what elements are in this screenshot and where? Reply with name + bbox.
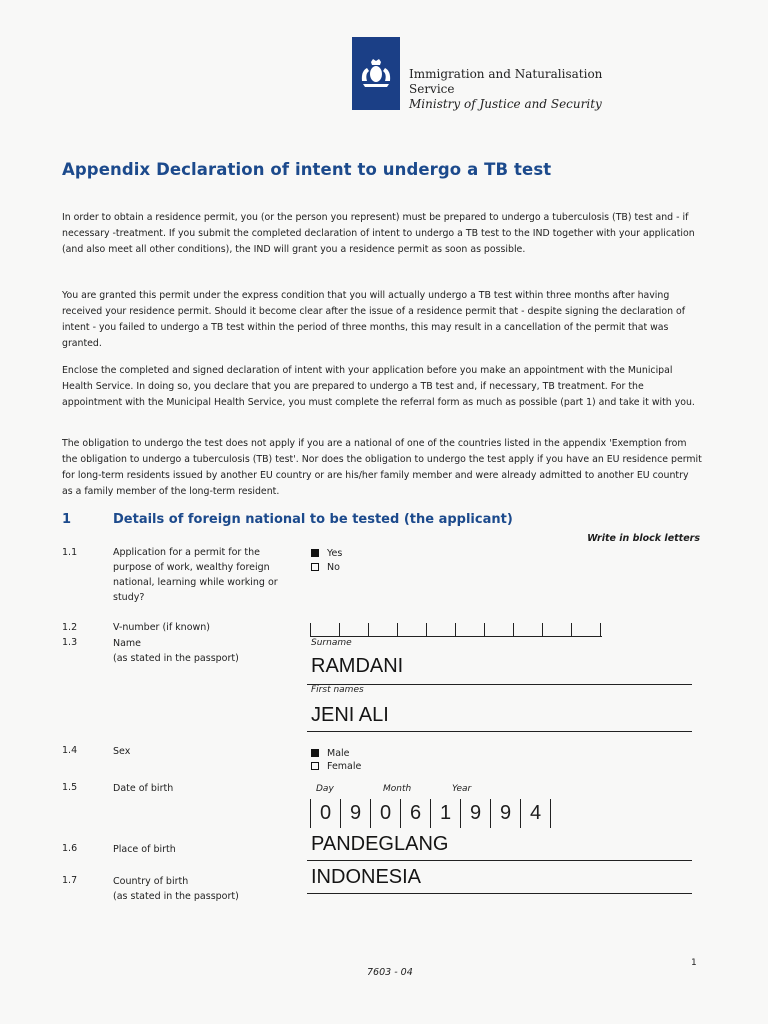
ind-logo bbox=[352, 37, 400, 110]
name-label: Name bbox=[113, 638, 142, 649]
place-of-birth-label: Place of birth bbox=[113, 844, 176, 855]
section-title: Details of foreign national to be tested (the applicant) bbox=[113, 512, 513, 527]
first-names-caption: First names bbox=[311, 685, 364, 695]
yes-checkbox[interactable] bbox=[311, 549, 319, 557]
male-checkbox[interactable] bbox=[311, 749, 319, 757]
name-sublabel: (as stated in the passport) bbox=[113, 653, 239, 664]
option-male[interactable] bbox=[311, 747, 350, 760]
surname-caption: Surname bbox=[311, 638, 352, 648]
first-names-line bbox=[307, 731, 692, 732]
country-of-birth-sublabel: (as stated in the passport) bbox=[113, 891, 239, 902]
permit-purpose-label: Application for a permit for the purpose of work, wealthy foreign national, learning while working or study? bbox=[113, 547, 278, 603]
intro-paragraph-1: In order to obtain a residence permit, you (or the person you represent) must be prepared to undergo a tuberculosis (TB) test and - if necessary -treatment. If you submit the completed declaration of intent to undergo a TB test to the IND together with your application (and also meet all other conditions), the IND will grant you a residence permit as soon as possible. bbox=[62, 212, 695, 255]
place-of-birth-value[interactable]: PANDEGLANG bbox=[311, 833, 449, 855]
month-caption: Month bbox=[383, 784, 412, 794]
royal-coat-of-arms-icon bbox=[358, 59, 394, 89]
intro-paragraph-3: Enclose the completed and signed declaration of intent with your application before you make an appointment with the Municipal Health Service. In doing so, you declare that you are prepared to undergo a TB test and, if necessary, TB treatment. For the appointment with the Municipal Health Service, you must complete the referral form as much as possible (part 1) and take it with you. bbox=[62, 365, 695, 408]
no-label: No bbox=[327, 562, 340, 573]
section-number: 1 bbox=[62, 512, 72, 527]
surname-value[interactable]: RAMDANI bbox=[311, 655, 404, 677]
dob-digit: 9 bbox=[460, 799, 490, 828]
dob-digit: 1 bbox=[430, 799, 460, 828]
org-line-1: Immigration and Naturalisation bbox=[409, 67, 603, 81]
surname-line bbox=[307, 684, 692, 685]
country-of-birth-label: Country of birth bbox=[113, 876, 189, 887]
dob-digit: 0 bbox=[310, 799, 340, 828]
option-yes[interactable] bbox=[311, 547, 342, 560]
option-female[interactable] bbox=[311, 760, 361, 773]
country-of-birth-value[interactable]: INDONESIA bbox=[311, 866, 422, 888]
dob-digit: 9 bbox=[490, 799, 520, 828]
organisation-name bbox=[409, 67, 649, 112]
field-number-1-6: 1.6 bbox=[62, 843, 78, 854]
v-number-field[interactable] bbox=[310, 620, 602, 637]
field-number-1-3: 1.3 bbox=[62, 637, 78, 648]
dob-digit: 9 bbox=[340, 799, 370, 828]
dob-digit: 4 bbox=[520, 799, 551, 828]
field-number-1-7: 1.7 bbox=[62, 875, 78, 886]
form-code: 7603 - 04 bbox=[367, 967, 413, 978]
page-number: 1 bbox=[691, 958, 697, 968]
block-letters-note: Write in block letters bbox=[587, 533, 700, 544]
place-of-birth-line bbox=[307, 860, 692, 861]
dob-digit: 0 bbox=[370, 799, 400, 828]
field-number-1-1: 1.1 bbox=[62, 547, 78, 558]
ministry-name: Ministry of Justice and Security bbox=[409, 97, 602, 111]
sex-label: Sex bbox=[113, 746, 131, 757]
field-number-1-5: 1.5 bbox=[62, 782, 78, 793]
option-no[interactable] bbox=[311, 561, 340, 574]
field-number-1-4: 1.4 bbox=[62, 745, 78, 756]
dob-digit: 6 bbox=[400, 799, 430, 828]
year-caption: Year bbox=[452, 784, 472, 794]
female-label: Female bbox=[327, 761, 362, 772]
first-names-value[interactable]: JENI ALI bbox=[311, 704, 389, 726]
date-of-birth-field[interactable] bbox=[310, 799, 551, 829]
intro-paragraph-2: You are granted this permit under the express condition that you will actually undergo a TB test within three months after having received your residence permit. Should it become clear after the issue of a residence permit that - despite signing the declaration of intent - you failed to undergo a TB test within the period of three months, this may result in a cancellation of the permit that was granted. bbox=[62, 290, 686, 349]
country-of-birth-line bbox=[307, 893, 692, 894]
yes-label: Yes bbox=[327, 548, 343, 559]
page-title: Appendix Declaration of intent to undergo a TB test bbox=[62, 160, 552, 179]
male-label: Male bbox=[327, 748, 350, 759]
female-checkbox[interactable] bbox=[311, 762, 319, 770]
intro-paragraph-4: The obligation to undergo the test does not apply if you are a national of one of the countries listed in the appendix 'Exemption from the obligation to undergo a tuberculosis (TB) test'. Nor does the obligation to undergo the test apply if you have an EU residence permit for long-term residents issued by another EU country or are his/her family member and were already admitted to another EU country as a family member of the long-term resident. bbox=[62, 438, 702, 497]
day-caption: Day bbox=[316, 784, 334, 794]
v-number-label: V-number (if known) bbox=[113, 622, 211, 633]
org-line-2: Service bbox=[409, 82, 455, 96]
date-of-birth-label: Date of birth bbox=[113, 783, 174, 794]
field-number-1-2: 1.2 bbox=[62, 622, 78, 633]
no-checkbox[interactable] bbox=[311, 563, 319, 571]
